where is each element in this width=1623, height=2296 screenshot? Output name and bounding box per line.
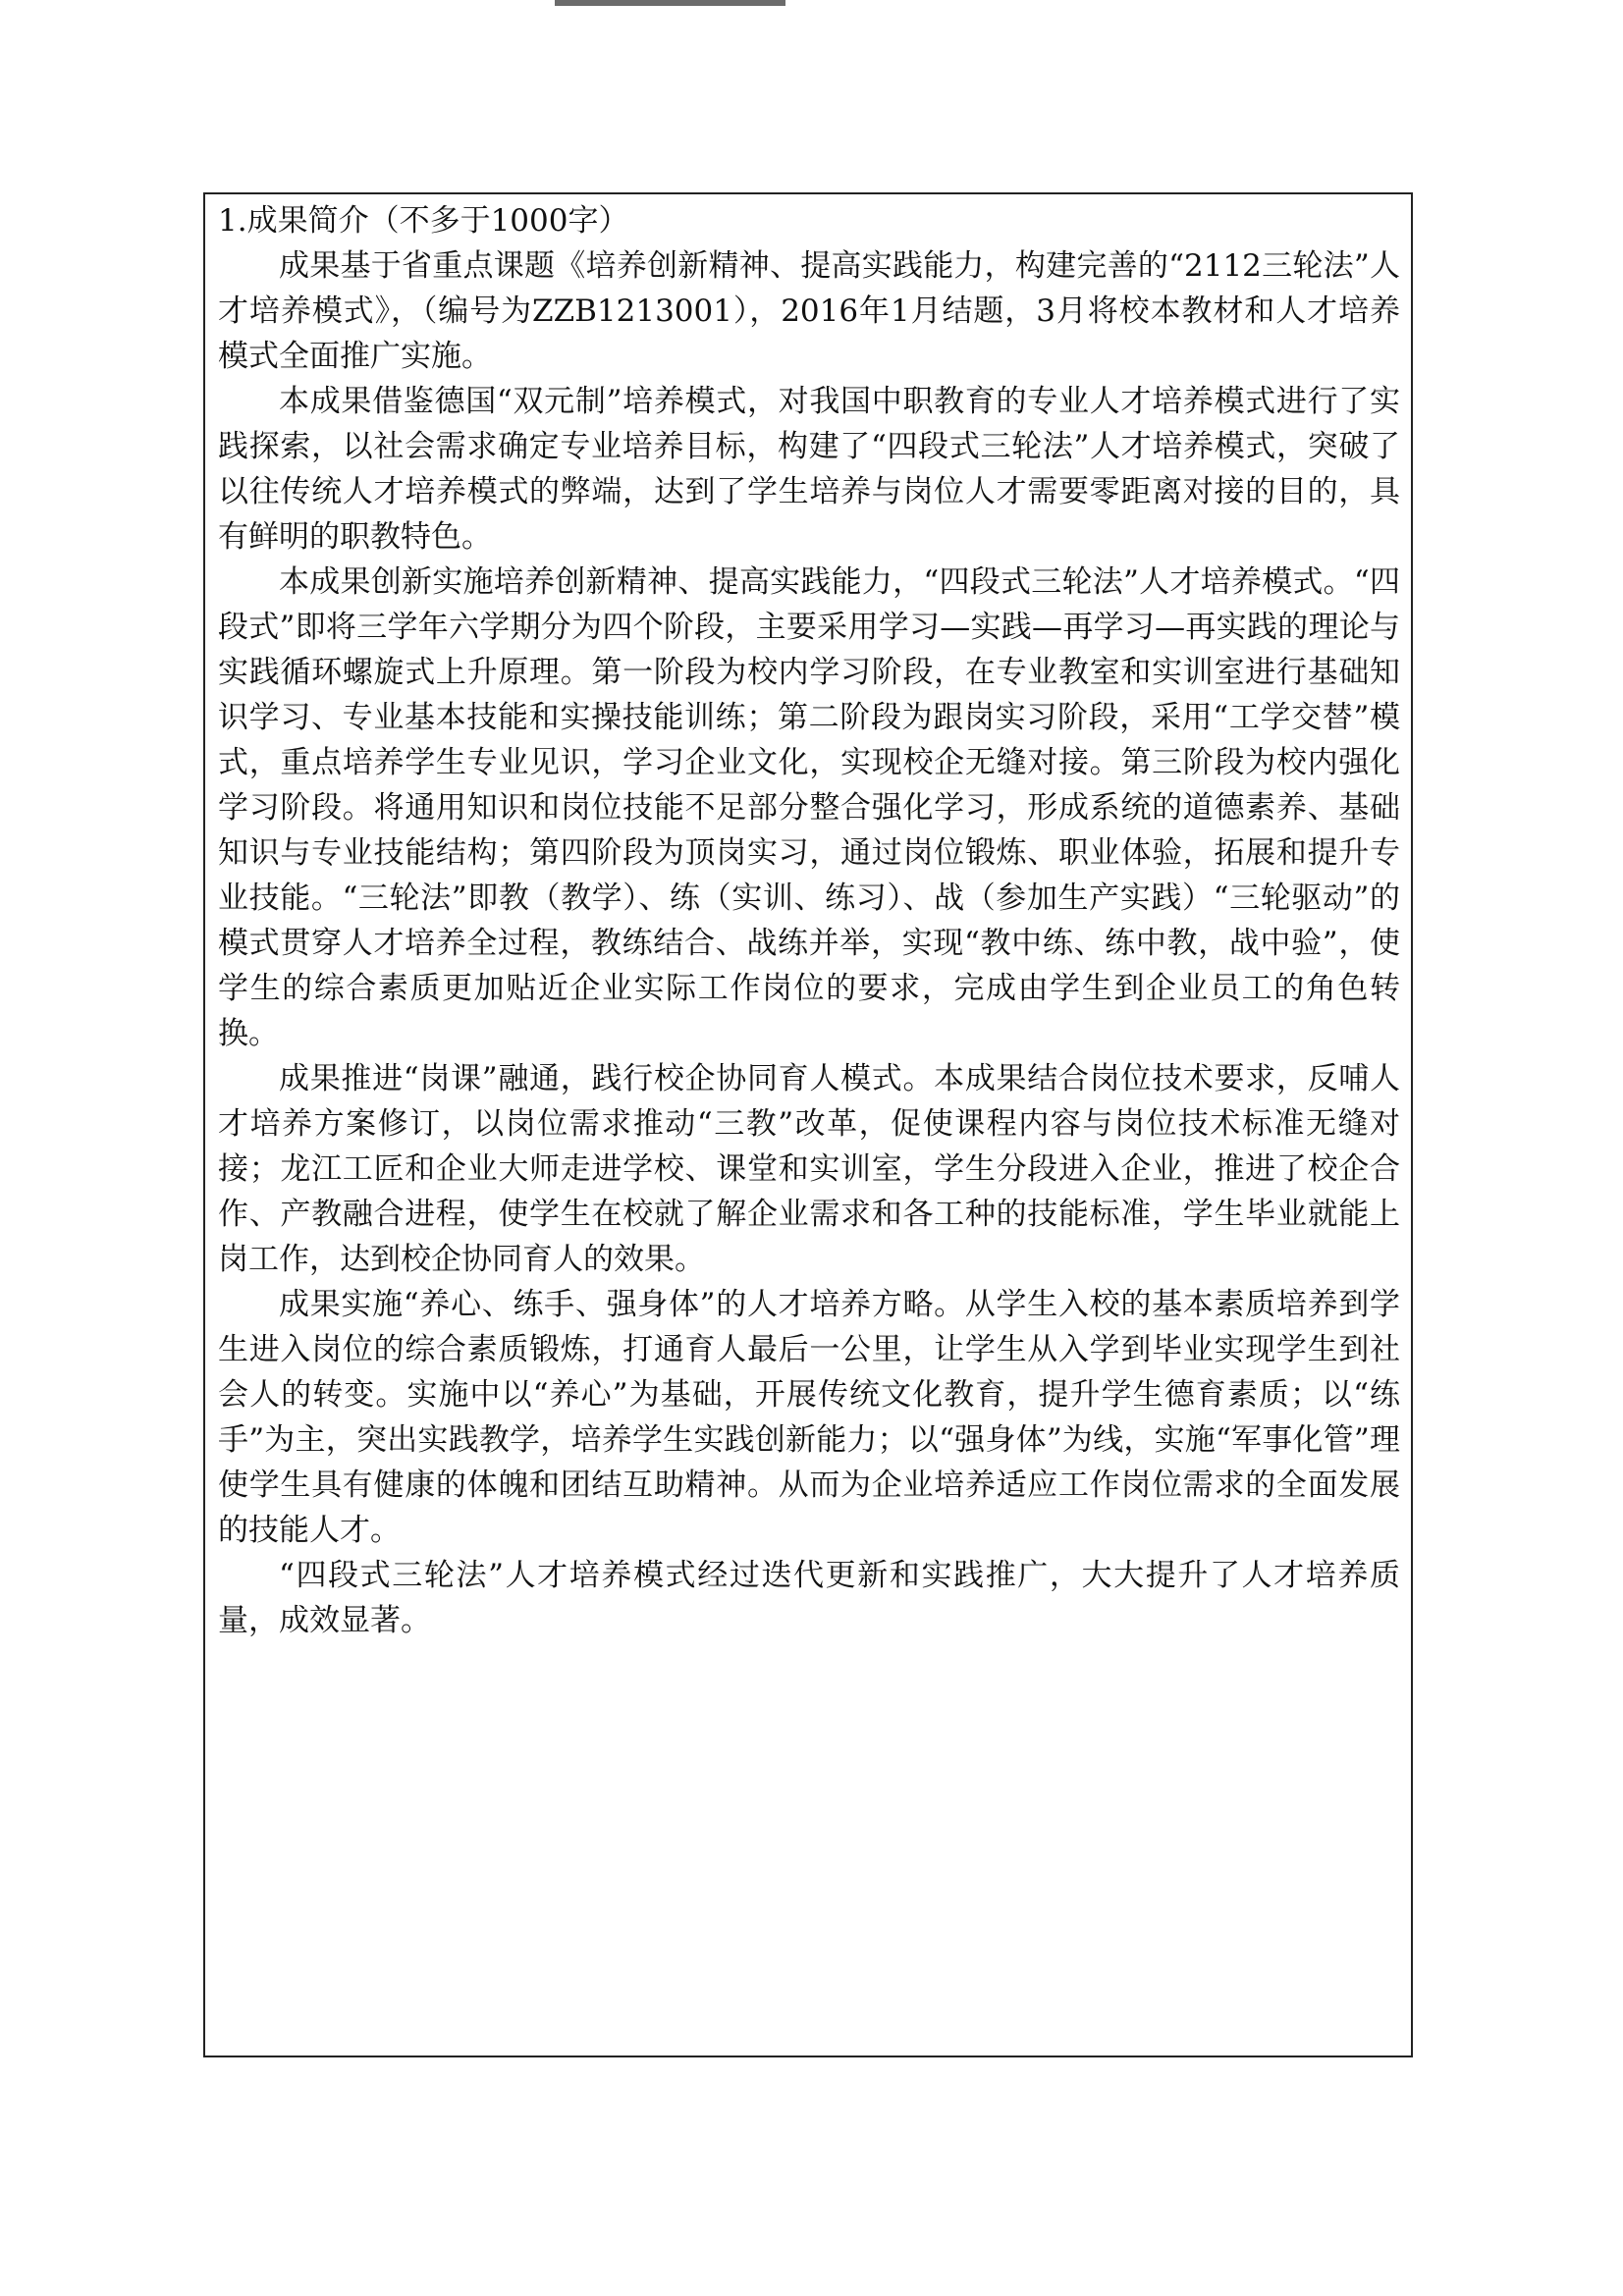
section-heading: 1.成果简介（不多于1000字）	[218, 203, 629, 239]
paragraph-school-enterprise: 成果推进“岗课”融通，践行校企协同育人模式。本成果结合岗位技术要求，反哺人才培养方案修订，以岗位需求推动“三教”改革，促使课程内容与岗位技术标准无缝对接；龙江工匠和企业大师走进学校、课堂和实训室，学生分段进入企业，推进了校企合作、产教融合进程，使学生在校就了解企业需求和各工种的技能标准，学生毕业就能上岗工作，达到校企协同育人的效果。	[218, 1061, 1400, 1277]
form-table-cell	[203, 192, 1413, 2057]
paragraph-four-stage-model: 本成果创新实施培养创新精神、提高实践能力，“四段式三轮法”人才培养模式。“四段式”即将三学年六学期分为四个阶段，主要采用学习—实践—再学习—再实践的理论与实践循环螺旋式上升原理。第一阶段为校内学习阶段，在专业教室和实训室进行基础知识学习、专业基本技能和实操技能训练；第二阶段为跟岗实习阶段，采用“工学交替”模式，重点培养学生专业见识，学习企业文化，实现校企无缝对接。第三阶段为校内强化学习阶段。将通用知识和岗位技能不足部分整合强化学习，形成系统的道德素养、基础知识与专业技能结构；第四阶段为顶岗实习，通过岗位锻炼、职业体验，拓展和提升专业技能。“三轮法”即教（教学）、练（实训、练习）、战（参加生产实践）“三轮驱动”的模式贯穿人才培养全过程，教练结合、战练并举，实现“教中练、练中教，战中验”，使学生的综合素质更加贴近企业实际工作岗位的要求，完成由学生到企业员工的角色转换。	[218, 564, 1400, 1051]
paragraph-dual-system: 本成果借鉴德国“双元制”培养模式，对我国中职教育的专业人才培养模式进行了实践探索，以社会需求确定专业培养目标，构建了“四段式三轮法”人才培养模式，突破了以往传统人才培养模式的弊端，达到了学生培养与岗位人才需要零距离对接的目的，具有鲜明的职教特色。	[218, 384, 1400, 555]
paragraph-conclusion: “四段式三轮法”人才培养模式经过迭代更新和实践推广，大大提升了人才培养质量，成效显著。	[218, 1558, 1400, 1638]
document-body	[218, 198, 1400, 1643]
paragraph-project-basis: 成果基于省重点课题《培养创新精神、提高实践能力，构建完善的“2112三轮法”人才培养模式》，（编号为ZZB1213001），2016年1月结题，3月将校本教材和人才培养模式全面推广实施。	[218, 248, 1400, 374]
paragraph-training-strategy: 成果实施“养心、练手、强身体”的人才培养方略。从学生入校的基本素质培养到学生进入岗位的综合素质锻炼，打通育人最后一公里，让学生从入学到毕业实现学生到社会人的转变。实施中以“养心”为基础，开展传统文化教育，提升学生德育素质；以“练手”为主，突出实践教学，培养学生实践创新能力；以“强身体”为线，实施“军事化管”理使学生具有健康的体魄和团结互助精神。从而为企业培养适应工作岗位需求的全面发展的技能人才。	[218, 1287, 1400, 1548]
scan-edge-mark	[555, 0, 785, 6]
